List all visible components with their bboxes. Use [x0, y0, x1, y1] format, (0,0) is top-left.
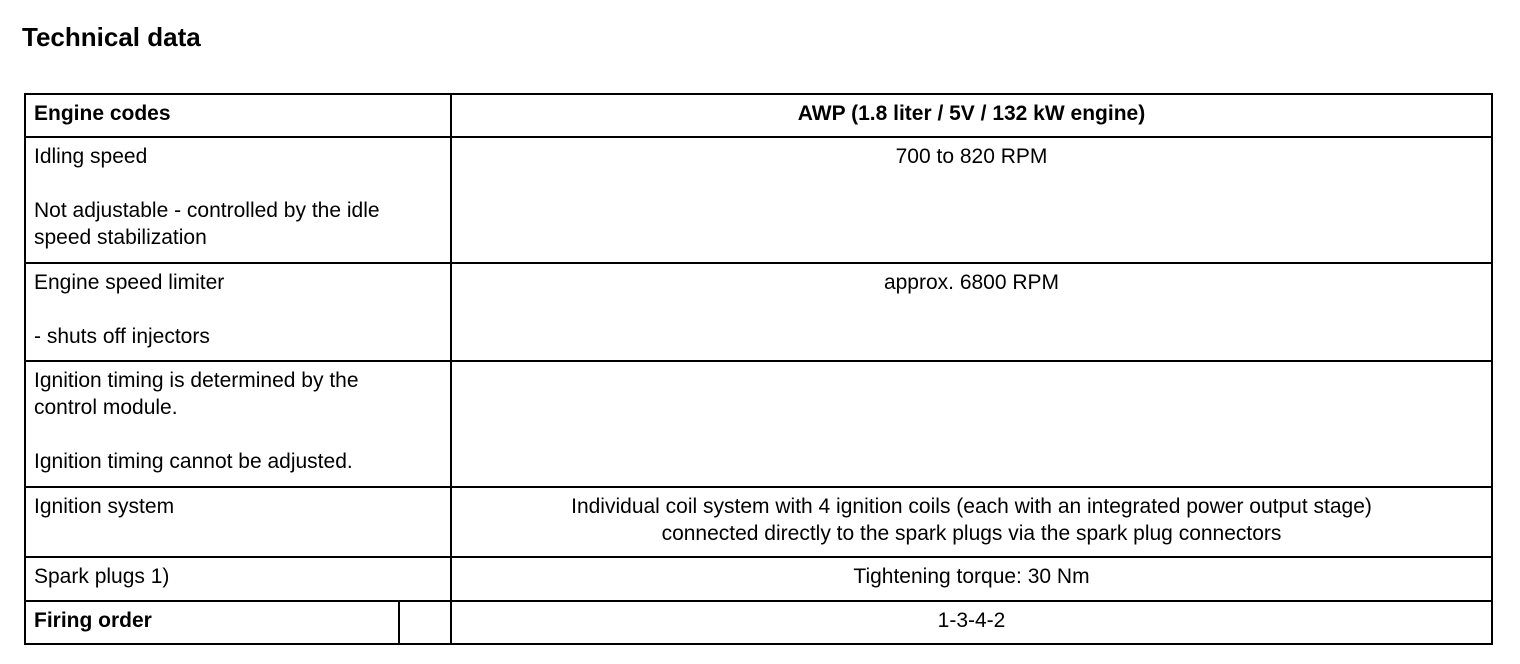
engine-codes-label: Engine codes — [25, 94, 451, 137]
engine-code-value: AWP (1.8 liter / 5V / 132 kW engine) — [451, 94, 1492, 137]
ignition-timing-line1: Ignition timing is determined by the — [34, 369, 359, 392]
table-row — [25, 263, 1492, 361]
ignition-timing-line2: control module. — [34, 396, 178, 419]
table-header-row — [25, 94, 1492, 137]
table-row — [25, 361, 1492, 487]
firing-order-empty-cell — [399, 601, 451, 644]
table-row — [25, 487, 1492, 557]
firing-order-label: Firing order — [25, 601, 399, 644]
idling-speed-label: Idling speed — [34, 145, 148, 168]
speed-limiter-note: - shuts off injectors — [34, 325, 210, 348]
ignition-system-label: Ignition system — [25, 487, 451, 557]
ignition-timing-value — [451, 361, 1492, 487]
speed-limiter-cell — [25, 263, 451, 361]
spark-plugs-value: Tightening torque: 30 Nm — [451, 557, 1492, 601]
table-row — [25, 137, 1492, 263]
speed-limiter-label: Engine speed limiter — [34, 271, 225, 294]
table-row — [25, 557, 1492, 601]
technical-data-table — [24, 93, 1493, 645]
table-row — [25, 601, 1492, 644]
idling-speed-value: 700 to 820 RPM — [451, 137, 1492, 263]
ignition-system-value-line1: Individual coil system with 4 ignition coils (each with an integrated power output stage) — [571, 495, 1372, 518]
ignition-timing-line3: Ignition timing cannot be adjusted. — [34, 450, 353, 473]
idling-speed-note-line1: Not adjustable - controlled by the idle — [34, 199, 380, 222]
idling-speed-cell — [25, 137, 451, 263]
firing-order-value: 1-3-4-2 — [451, 601, 1492, 644]
page-title: Technical data — [22, 22, 201, 52]
ignition-system-value — [451, 487, 1492, 557]
speed-limiter-value: approx. 6800 RPM — [451, 263, 1492, 361]
ignition-timing-cell — [25, 361, 451, 487]
ignition-system-value-line2: connected directly to the spark plugs via the spark plug connectors — [661, 522, 1282, 545]
spark-plugs-label: Spark plugs 1) — [25, 557, 451, 601]
idling-speed-note-line2: speed stabilization — [34, 226, 207, 249]
